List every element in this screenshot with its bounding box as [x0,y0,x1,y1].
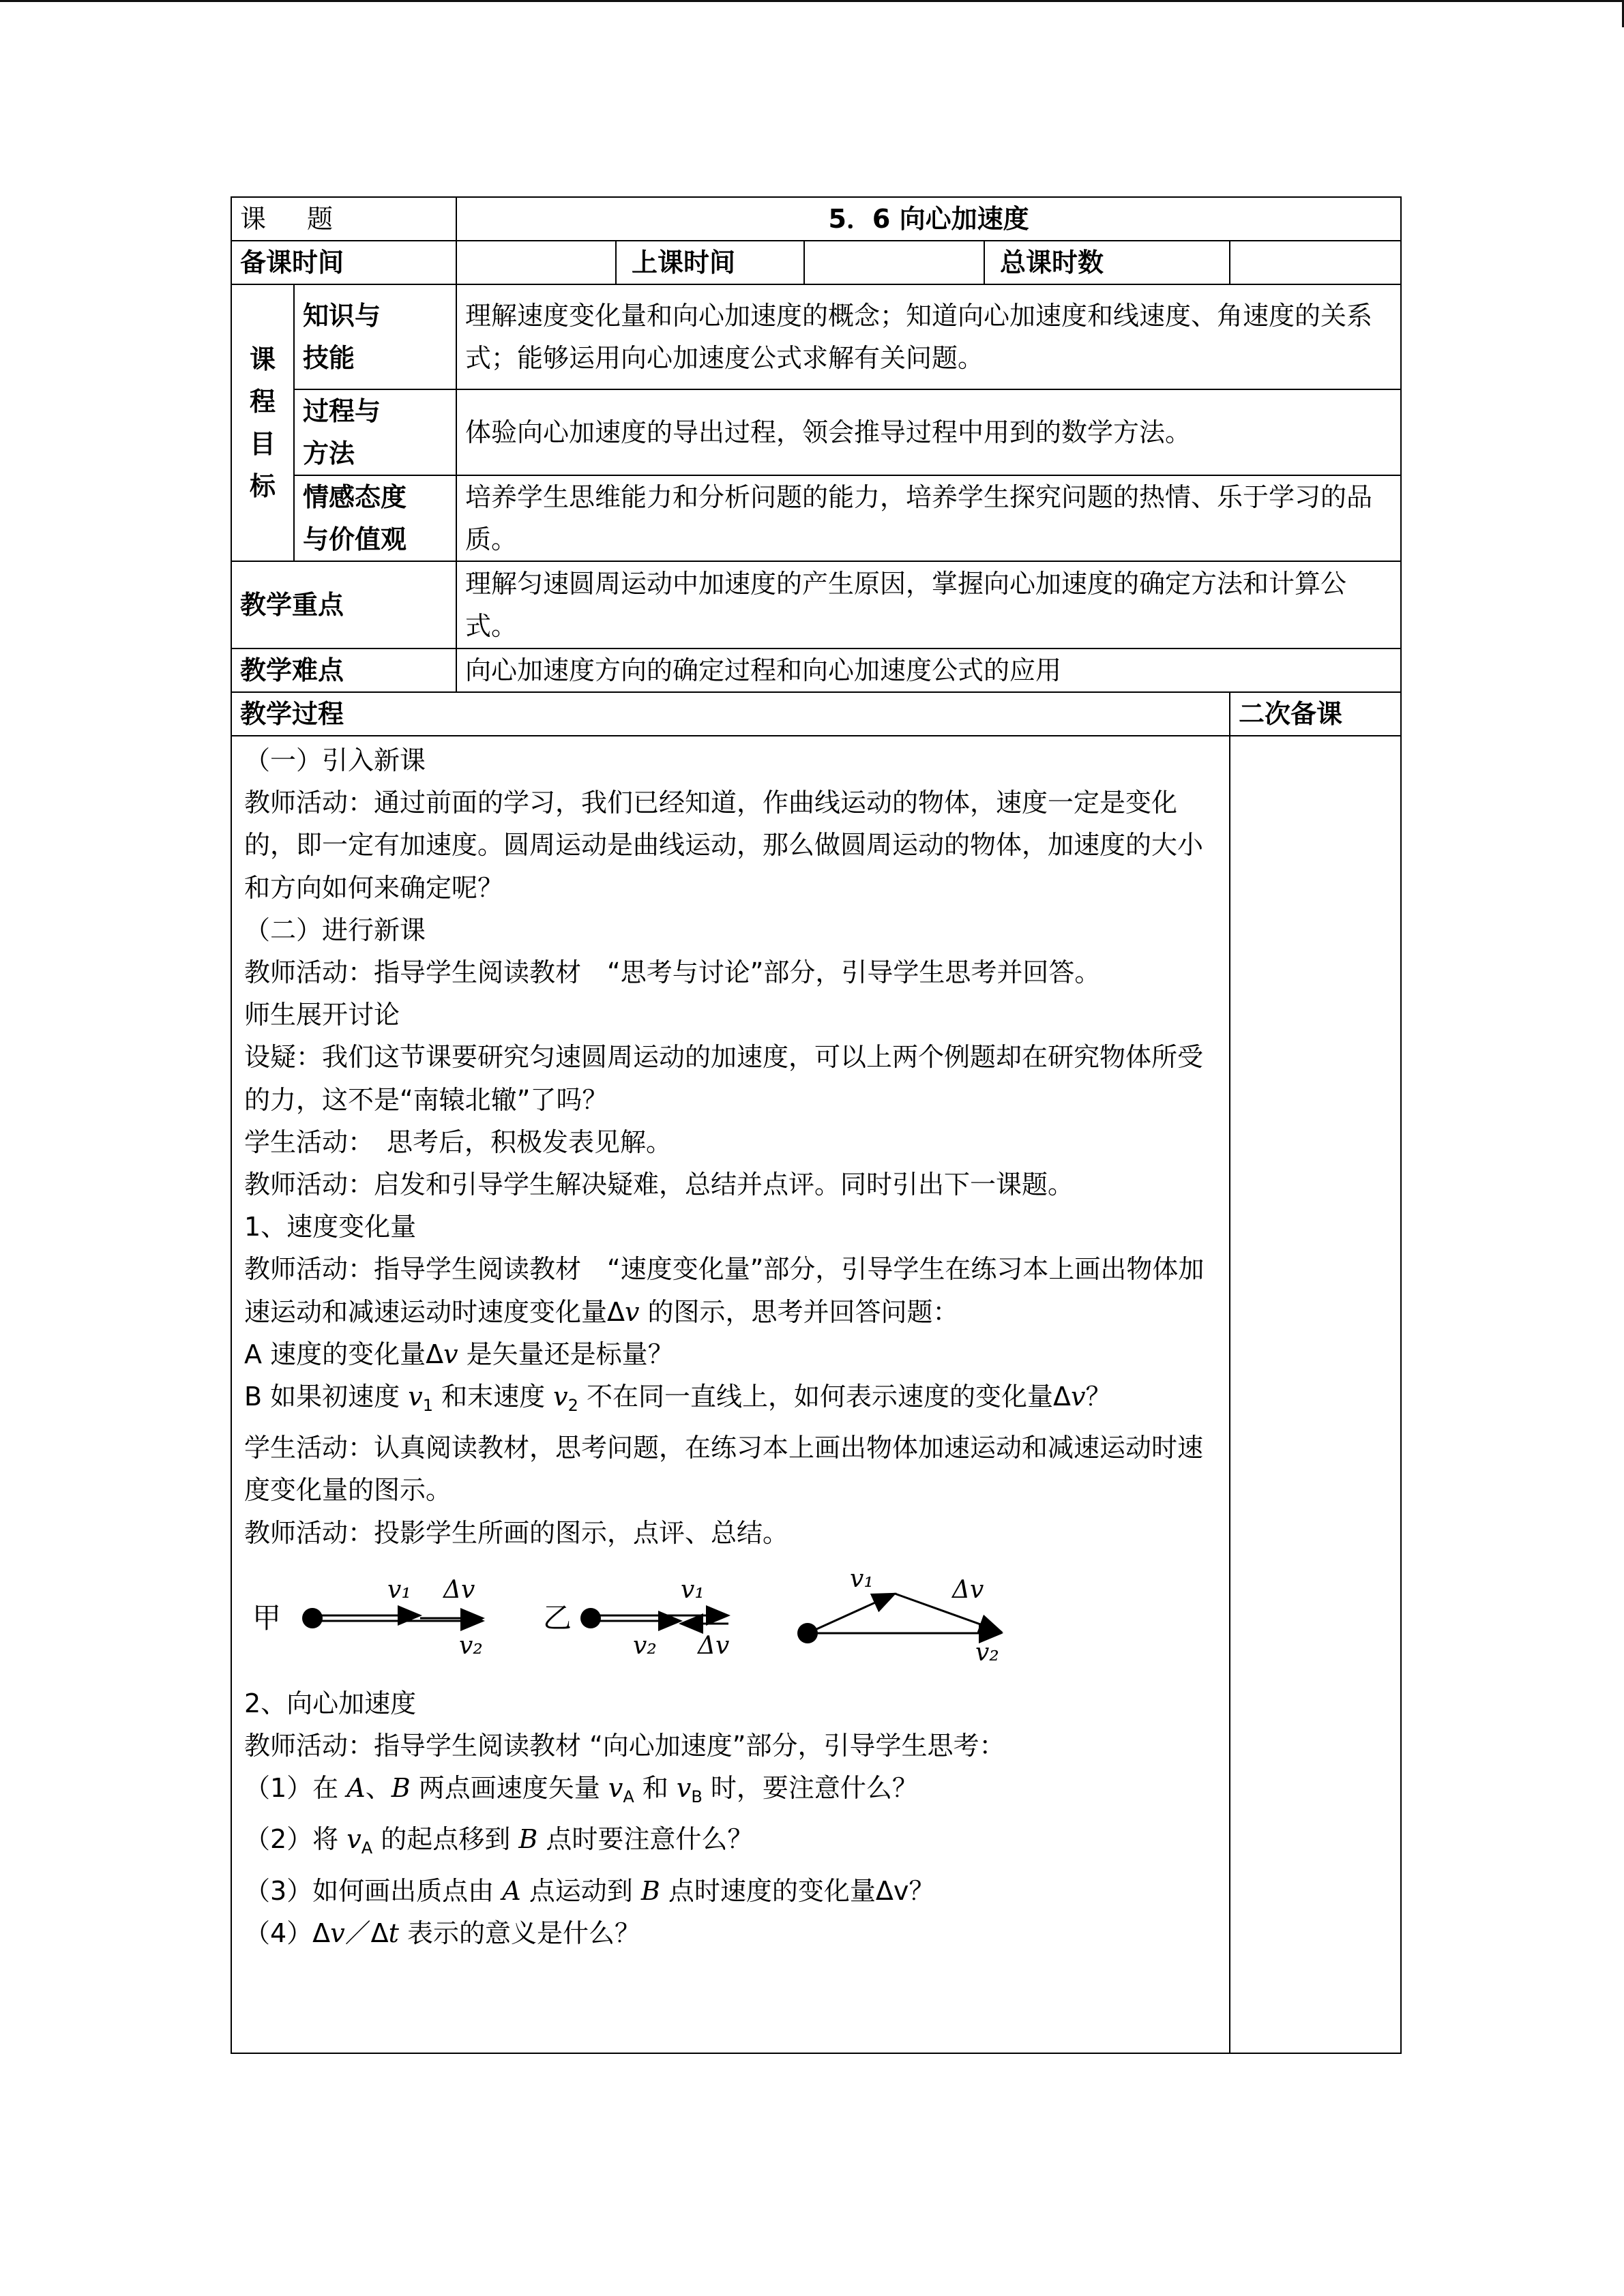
label-jia: 甲 [252,1600,282,1635]
page-top-border [0,0,1624,2]
label-jia-v2: v₂ [459,1631,483,1660]
row-schedule [231,241,1401,284]
question-4: （4）Δv／Δt 表示的意义是什么？ [244,1918,641,1948]
label-triangle-v2: v₂ [975,1638,999,1667]
key-point-label: 教学重点 [231,561,456,648]
teaching-process-content [231,736,1230,2053]
paragraph-teacher-summary: 教师活动：启发和引导学生解决疑难，总结并点评。同时引出下一课题。 [244,1169,1074,1200]
section-velocity-change-heading: 1、速度变化量 [244,1212,417,1242]
question-a: A 速度的变化量Δv 是矢量还是标量？ [244,1339,674,1369]
paragraph-teacher-intro: 教师活动：通过前面的学习，我们已经知道，作曲线运动的物体，速度一定是变化的，即一定有加速度。圆周运动是曲线运动，那么做圆周运动的物体，加速度的大小和方向如何来确定呢？ [244,788,1204,903]
key-point-text: 理解匀速圆周运动中加速度的产生原因，掌握向心加速度的确定方法和计算公式。 [456,561,1401,648]
lesson-title: 5．6 向心加速度 [456,197,1401,241]
paragraph-discussion: 师生展开讨论 [244,1000,400,1030]
question-b: B 如果初速度 $v_1$ 和末速度 $v_2$ 不在同一直线上，如何表示速度的变化量Δv？ [244,1382,1112,1416]
row-goal-emotion [231,475,1401,561]
knowledge-skills-label: 知识与 技能 [294,284,456,389]
teaching-process-label: 教学过程 [231,692,1230,736]
label-yi-v1: v₁ [681,1575,705,1604]
class-time-label: 上课时间 [616,241,804,284]
topic-label: 课题 [231,197,456,241]
row-goal-knowledge [231,284,1401,389]
label-triangle-v1: v₁ [850,1564,874,1593]
arrow-triangle-v1 [808,1594,895,1633]
lesson-plan-table [231,196,1402,2054]
paragraph-question: 设疑：我们这节课要研究匀速圆周运动的加速度，可以上两个例题却在研究物体所受的力，这不是“南辕北辙”了吗？ [244,1042,1204,1115]
paragraph-student-activity: 学生活动： 思考后，积极发表见解。 [244,1127,673,1157]
row-process-header [231,692,1401,736]
section-intro-heading: （一）引入新课 [244,745,426,775]
paragraph-teacher-project: 教师活动：投影学生所画的图示，点评、总结。 [244,1517,789,1548]
second-prep-notes [1230,736,1401,2053]
label-yi: 乙 [543,1600,572,1635]
question-2: （2）将 $v_A$ 的起点移到 B 点时要注意什么？ [244,1824,754,1858]
label-jia-v1: v₁ [387,1575,411,1604]
prep-time-value [456,241,616,284]
paragraph-centripetal-guide: 教师活动：指导学生阅读教材 “向心加速度”部分，引导学生思考： [244,1731,1005,1761]
row-process-body [231,736,1401,2053]
course-goals-label: 课 程 目 标 [231,284,294,561]
point-yi [580,1608,601,1628]
row-key-point [231,561,1401,648]
section-centripetal-heading: 2、向心加速度 [244,1688,417,1718]
knowledge-skills-text: 理解速度变化量和向心加速度的概念；知道向心加速度和线速度、角速度的关系式；能够运用向心加速度公式求解有关问题。 [456,284,1401,389]
velocity-change-diagram [244,1554,1217,1682]
point-jia [302,1608,323,1628]
row-goal-process [231,389,1401,475]
paragraph-velocity-change-guide: 教师活动：指导学生阅读教材 “速度变化量”部分，引导学生在练习本上画出物体加速运动和减速运动时速度变化量Δv 的图示，思考并回答问题： [244,1254,1205,1327]
difficulty-text: 向心加速度方向的确定过程和向心加速度公式的应用 [456,648,1401,692]
label-triangle-dv: Δv [952,1575,984,1604]
emotion-values-label: 情感态度 与价值观 [294,475,456,561]
label-yi-dv: Δv [698,1631,730,1660]
section-new-lesson-heading: （二）进行新课 [244,914,426,945]
process-method-label: 过程与 方法 [294,389,456,475]
difficulty-label: 教学难点 [231,648,456,692]
label-yi-v2: v₂ [633,1631,657,1660]
total-hours-value [1230,241,1401,284]
row-difficulty [231,648,1401,692]
arrow-triangle-dv [895,1594,1001,1632]
second-prep-label: 二次备课 [1230,692,1401,736]
process-method-text: 体验向心加速度的导出过程，领会推导过程中用到的数学方法。 [456,389,1401,475]
emotion-values-text: 培养学生思维能力和分析问题的能力，培养学生探究问题的热情、乐于学习的品质。 [456,475,1401,561]
question-3: （3）如何画出质点由 A 点运动到 B 点时速度的变化量Δv？ [244,1875,935,1906]
question-1: （1）在 A、B 两点画速度矢量 $v_A$ 和 $v_B$ 时，要注意什么？ [244,1773,918,1807]
row-topic [231,197,1401,241]
velocity-diagram-svg [244,1554,1172,1682]
paragraph-teacher-guide-discussion: 教师活动：指导学生阅读教材 “思考与讨论”部分，引导学生思考并回答。 [244,957,1101,988]
paragraph-student-draw: 学生活动：认真阅读教材，思考问题，在练习本上画出物体加速运动和减速运动时速度变化量的图示。 [244,1433,1204,1506]
prep-time-label: 备课时间 [231,241,456,284]
label-jia-dv: Δv [443,1575,475,1604]
class-time-value [804,241,984,284]
total-hours-label: 总课时数 [984,241,1230,284]
